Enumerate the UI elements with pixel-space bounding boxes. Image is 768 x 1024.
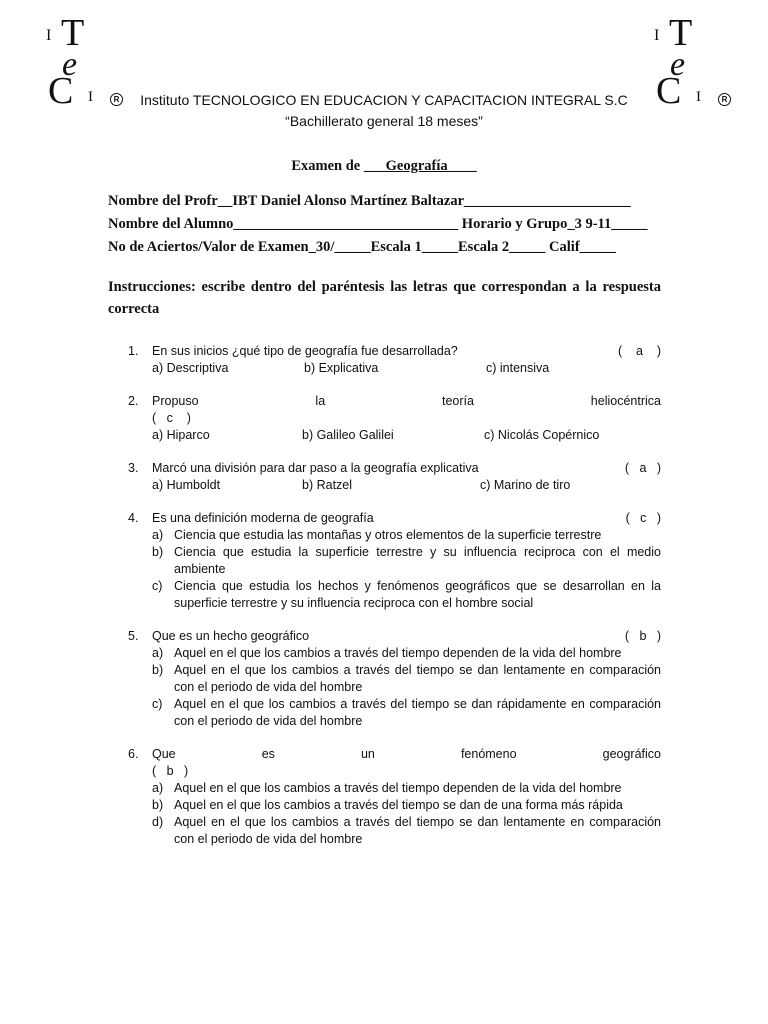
option-letter: c) xyxy=(152,697,163,711)
registered-mark-icon: R xyxy=(110,93,123,106)
logo-letter-c: C xyxy=(48,70,74,112)
option-letter: a) xyxy=(152,781,164,795)
question-number: 6. xyxy=(128,747,139,761)
option-b xyxy=(128,544,661,578)
grade: Calif_____ xyxy=(545,239,616,255)
answer-box: ( b ) xyxy=(624,629,661,643)
question-3 xyxy=(128,460,661,494)
logo-letter-c: C xyxy=(656,70,682,112)
student-label: Nombre del Alumno xyxy=(108,216,234,232)
logo-letter-t: T xyxy=(669,12,693,54)
option-c: c) intensiva xyxy=(486,361,550,375)
option-c xyxy=(128,696,661,730)
teacher-value: __IBT Daniel Alonso Martínez Baltazar_______________________ xyxy=(217,193,631,209)
question-text: Marcó una división para dar paso a la geografía explicativa xyxy=(152,461,479,475)
question-5 xyxy=(128,628,661,730)
question-text: Que es un fenómeno geográfico xyxy=(152,747,661,761)
question-number: 4. xyxy=(128,511,139,525)
option-letter: a) xyxy=(152,646,164,660)
option-a xyxy=(128,527,661,544)
score-value: _30/_____ xyxy=(308,239,371,255)
answer-box: ( a ) xyxy=(624,461,661,475)
scale2: Escala 2_____ xyxy=(458,239,546,255)
logo-letter-i-bottom: I xyxy=(696,89,701,105)
option-b xyxy=(128,662,661,696)
exam-title xyxy=(0,158,768,175)
question-number: 2. xyxy=(128,394,139,408)
teacher-name-field xyxy=(108,193,668,210)
student-value: _______________________________ xyxy=(233,216,459,232)
schedule-value: _3 9-11_____ xyxy=(567,216,648,232)
option-text: Aquel en el que los cambios a través del tiempo se dan lentamente en comparación con el periodo de vida del hombre xyxy=(174,663,661,694)
teacher-label: Nombre del Profr xyxy=(108,193,218,209)
exam-subject: ___Geografía____ xyxy=(363,158,477,174)
option-letter: c) xyxy=(152,579,163,593)
scale1: Escala 1_____ xyxy=(370,239,459,255)
option-letter: d) xyxy=(152,815,164,829)
option-a: a) Humboldt xyxy=(152,478,221,492)
option-text: Ciencia que estudia las montañas y otros elementos de la superficie terrestre xyxy=(174,528,602,542)
question-text: Propuso la teoría heliocéntrica xyxy=(152,394,661,408)
option-a: a) Descriptiva xyxy=(152,361,229,375)
question-list xyxy=(128,343,661,864)
option-text: Aquel en el que los cambios a través del tiempo se dan rápidamente en comparación con el periodo de vida del hombre xyxy=(174,697,661,728)
option-c: c) Nicolás Copérnico xyxy=(484,428,600,442)
logo-letter-t: T xyxy=(61,12,85,54)
option-d xyxy=(128,814,661,848)
instructions: Instrucciones: escribe dentro del paréntesis las letras que correspondan a la respuesta correcta xyxy=(108,279,661,317)
option-b: b) Galileo Galilei xyxy=(302,428,394,442)
option-text: Aquel en el que los cambios a través del tiempo se dan de una forma más rápida xyxy=(174,798,623,812)
option-a: a) Hiparco xyxy=(152,428,210,442)
institution-name: Instituto TECNOLOGICO EN EDUCACION Y CAPACITACION INTEGRAL S.C xyxy=(140,92,628,108)
logo-letter-i-bottom: I xyxy=(88,89,93,105)
option-letter: b) xyxy=(152,545,164,559)
answer-box: ( b ) xyxy=(152,764,189,778)
program-name: “Bachillerato general 18 meses” xyxy=(285,113,483,129)
option-letter: b) xyxy=(152,663,164,677)
option-letter: a) xyxy=(152,528,164,542)
option-text: Aquel en el que los cambios a través del tiempo dependen de la vida del hombre xyxy=(174,781,622,795)
option-c xyxy=(128,578,661,612)
option-b: b) Explicativa xyxy=(304,361,379,375)
logo-letter-e: e xyxy=(62,46,78,83)
question-number: 3. xyxy=(128,461,139,475)
question-6 xyxy=(128,746,661,848)
option-a xyxy=(128,645,661,662)
question-number: 5. xyxy=(128,629,139,643)
answer-box: ( c ) xyxy=(625,511,661,525)
student-name-field xyxy=(108,216,668,233)
question-text: En sus inicios ¿qué tipo de geografía fue desarrollada? xyxy=(152,344,458,358)
option-text: Ciencia que estudia la superficie terrestre y su influencia reciproca con el medio ambiente xyxy=(174,545,661,576)
answer-box: ( c ) xyxy=(152,411,191,425)
option-text: Ciencia que estudia los hechos y fenómenos geográficos que se desarrollan en la superficie terrestre y su influencia reciproca con el hombre social xyxy=(174,579,661,610)
answer-box: ( a ) xyxy=(617,344,661,358)
registered-mark-icon: R xyxy=(718,93,731,106)
question-number: 1. xyxy=(128,344,139,358)
question-text: Es una definición moderna de geografía xyxy=(152,511,374,525)
exam-title-prefix: Examen de xyxy=(291,158,364,174)
score-label: No de Aciertos/Valor de Examen xyxy=(108,239,309,255)
question-1 xyxy=(128,343,661,377)
logo-letter-i: I xyxy=(46,27,52,44)
option-text: Aquel en el que los cambios a través del tiempo se dan lentamente en comparación con el periodo de vida del hombre xyxy=(174,815,661,846)
option-text: Aquel en el que los cambios a través del tiempo dependen de la vida del hombre xyxy=(174,646,622,660)
option-b xyxy=(128,797,661,814)
logo-letter-e: e xyxy=(670,46,686,83)
option-letter: b) xyxy=(152,798,164,812)
score-field xyxy=(108,239,668,256)
question-2 xyxy=(128,393,661,444)
schedule-label: Horario y Grupo xyxy=(458,216,568,232)
option-c: c) Marino de tiro xyxy=(480,478,571,492)
logo-letter-i: I xyxy=(654,27,660,44)
question-text: Que es un hecho geográfico xyxy=(152,629,310,643)
option-a xyxy=(128,780,661,797)
question-4 xyxy=(128,510,661,612)
option-b: b) Ratzel xyxy=(302,478,353,492)
